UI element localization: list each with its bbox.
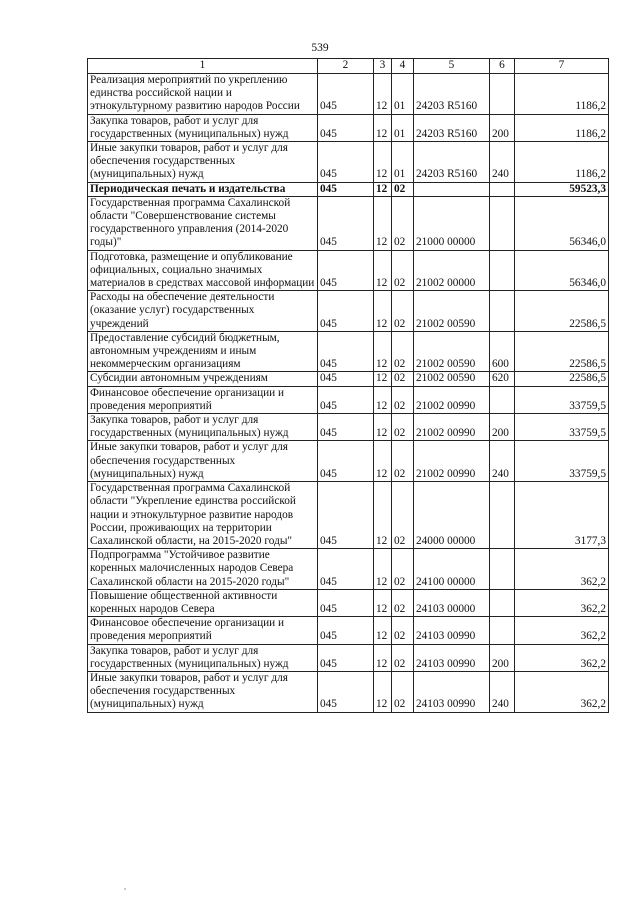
- row-section-code: 12: [374, 291, 392, 332]
- row-section-code: 12: [374, 441, 392, 482]
- row-target-article-code: 24203 R5160: [414, 142, 490, 183]
- row-amount: 362,2: [515, 671, 609, 712]
- table-row: [88, 617, 609, 644]
- row-section-code: 12: [374, 414, 392, 441]
- row-expense-type-code: [490, 182, 515, 196]
- budget-table: [87, 58, 609, 713]
- row-amount: 362,2: [515, 617, 609, 644]
- row-section-code: 12: [374, 482, 392, 549]
- table-row: [88, 549, 609, 590]
- row-target-article-code: 21002 00990: [414, 414, 490, 441]
- column-header-3: 3: [374, 59, 392, 74]
- row-amount: 1186,2: [515, 74, 609, 115]
- row-expense-type-code: [490, 386, 515, 413]
- row-target-article-code: 24103 00990: [414, 617, 490, 644]
- row-name: Реализация мероприятий по укреплению единства российской нации и этнокультурному развитию народов России: [88, 74, 318, 115]
- table-row: [88, 589, 609, 616]
- row-name: Закупка товаров, работ и услуг для государственных (муниципальных) нужд: [88, 414, 318, 441]
- row-target-article-code: 24103 00990: [414, 644, 490, 671]
- row-target-article-code: 24103 00990: [414, 671, 490, 712]
- row-expense-type-code: 240: [490, 671, 515, 712]
- row-section-code: 12: [374, 250, 392, 291]
- row-amount: 362,2: [515, 549, 609, 590]
- row-subsection-code: 02: [392, 386, 414, 413]
- row-expense-type-code: 200: [490, 114, 515, 141]
- row-subsection-code: 02: [392, 441, 414, 482]
- row-section-code: 12: [374, 549, 392, 590]
- row-name: Закупка товаров, работ и услуг для государственных (муниципальных) нужд: [88, 114, 318, 141]
- row-name: Иные закупки товаров, работ и услуг для обеспечения государственных (муниципальных) нужд: [88, 142, 318, 183]
- table-row: [88, 331, 609, 372]
- row-section-code: 12: [374, 114, 392, 141]
- table-row: [88, 414, 609, 441]
- row-grbs-code: 045: [318, 414, 374, 441]
- row-section-code: 12: [374, 372, 392, 386]
- row-subsection-code: 01: [392, 142, 414, 183]
- row-subsection-code: 02: [392, 291, 414, 332]
- row-target-article-code: [414, 182, 490, 196]
- row-grbs-code: 045: [318, 142, 374, 183]
- row-grbs-code: 045: [318, 331, 374, 372]
- row-grbs-code: 045: [318, 196, 374, 250]
- table-row: [88, 671, 609, 712]
- column-header-7: 7: [515, 59, 609, 74]
- table-row: [88, 482, 609, 549]
- row-grbs-code: 045: [318, 114, 374, 141]
- row-subsection-code: 02: [392, 250, 414, 291]
- row-grbs-code: 045: [318, 644, 374, 671]
- row-amount: 1186,2: [515, 114, 609, 141]
- row-expense-type-code: 600: [490, 331, 515, 372]
- row-expense-type-code: 200: [490, 414, 515, 441]
- row-amount: 33759,5: [515, 414, 609, 441]
- row-name: Подпрограмма "Устойчивое развитие коренных малочисленных народов Севера Сахалинской области на 2015-2020 годы": [88, 549, 318, 590]
- row-amount: 33759,5: [515, 386, 609, 413]
- row-subsection-code: 02: [392, 617, 414, 644]
- row-grbs-code: 045: [318, 482, 374, 549]
- table-row: [88, 114, 609, 141]
- row-name: Государственная программа Сахалинской области "Укрепление единства российской нации и этнокультурное развитие народов России, проживающих на территории Сахалинской области, на 2015-2020 годы": [88, 482, 318, 549]
- table-row: [88, 182, 609, 196]
- table-row: [88, 196, 609, 250]
- row-section-code: 12: [374, 182, 392, 196]
- table-row: [88, 291, 609, 332]
- row-name: Расходы на обеспечение деятельности (оказание услуг) государственных учреждений: [88, 291, 318, 332]
- column-header-2: 2: [318, 59, 374, 74]
- row-target-article-code: 21002 00590: [414, 291, 490, 332]
- row-grbs-code: 045: [318, 250, 374, 291]
- row-section-code: 12: [374, 617, 392, 644]
- row-amount: 56346,0: [515, 196, 609, 250]
- row-amount: 56346,0: [515, 250, 609, 291]
- row-name: Иные закупки товаров, работ и услуг для обеспечения государственных (муниципальных) нужд: [88, 671, 318, 712]
- table-body: [88, 74, 609, 713]
- row-target-article-code: 24103 00000: [414, 589, 490, 616]
- row-target-article-code: 21002 00990: [414, 386, 490, 413]
- table-row: [88, 441, 609, 482]
- row-amount: 362,2: [515, 589, 609, 616]
- row-amount: 3177,3: [515, 482, 609, 549]
- row-expense-type-code: [490, 617, 515, 644]
- row-subsection-code: 01: [392, 74, 414, 115]
- row-section-code: 12: [374, 331, 392, 372]
- row-name: Закупка товаров, работ и услуг для государственных (муниципальных) нужд: [88, 644, 318, 671]
- table-row: [88, 142, 609, 183]
- row-amount: 1186,2: [515, 142, 609, 183]
- row-grbs-code: 045: [318, 386, 374, 413]
- row-subsection-code: 02: [392, 331, 414, 372]
- row-expense-type-code: [490, 291, 515, 332]
- row-subsection-code: 02: [392, 372, 414, 386]
- column-header-4: 4: [392, 59, 414, 74]
- table-row: [88, 644, 609, 671]
- row-grbs-code: 045: [318, 372, 374, 386]
- row-grbs-code: 045: [318, 671, 374, 712]
- row-grbs-code: 045: [318, 291, 374, 332]
- row-grbs-code: 045: [318, 589, 374, 616]
- table-row: [88, 74, 609, 115]
- row-name: Повышение общественной активности коренных народов Севера: [88, 589, 318, 616]
- table-row: [88, 372, 609, 386]
- row-subsection-code: 02: [392, 549, 414, 590]
- row-grbs-code: 045: [318, 182, 374, 196]
- row-target-article-code: 21002 00590: [414, 372, 490, 386]
- row-target-article-code: 24203 R5160: [414, 74, 490, 115]
- column-header-1: 1: [88, 59, 318, 74]
- row-amount: 33759,5: [515, 441, 609, 482]
- page-number: 539: [311, 42, 329, 54]
- row-subsection-code: 02: [392, 482, 414, 549]
- row-target-article-code: 24000 00000: [414, 482, 490, 549]
- row-expense-type-code: 620: [490, 372, 515, 386]
- column-number-row: [88, 59, 609, 74]
- row-expense-type-code: [490, 74, 515, 115]
- table-row: [88, 386, 609, 413]
- row-section-code: 12: [374, 386, 392, 413]
- row-grbs-code: 045: [318, 74, 374, 115]
- row-amount: 22586,5: [515, 291, 609, 332]
- row-section-code: 12: [374, 589, 392, 616]
- row-target-article-code: 21002 00590: [414, 331, 490, 372]
- row-name: Иные закупки товаров, работ и услуг для обеспечения государственных (муниципальных) нужд: [88, 441, 318, 482]
- row-expense-type-code: 200: [490, 644, 515, 671]
- row-expense-type-code: [490, 196, 515, 250]
- row-name: Финансовое обеспечение организации и проведения мероприятий: [88, 386, 318, 413]
- row-amount: 59523,3: [515, 182, 609, 196]
- row-expense-type-code: 240: [490, 441, 515, 482]
- row-grbs-code: 045: [318, 617, 374, 644]
- column-header-5: 5: [414, 59, 490, 74]
- row-section-code: 12: [374, 74, 392, 115]
- row-subsection-code: 02: [392, 182, 414, 196]
- row-amount: 362,2: [515, 644, 609, 671]
- row-name: Субсидии автономным учреждениям: [88, 372, 318, 386]
- row-target-article-code: 21002 00990: [414, 441, 490, 482]
- row-expense-type-code: [490, 250, 515, 291]
- row-name: Периодическая печать и издательства: [88, 182, 318, 196]
- row-section-code: 12: [374, 644, 392, 671]
- row-subsection-code: 02: [392, 414, 414, 441]
- row-name: Государственная программа Сахалинской области "Совершенствование системы государственного управления (2014-2020 годы)": [88, 196, 318, 250]
- row-target-article-code: 24100 00000: [414, 549, 490, 590]
- row-amount: 22586,5: [515, 372, 609, 386]
- row-grbs-code: 045: [318, 441, 374, 482]
- row-grbs-code: 045: [318, 549, 374, 590]
- row-subsection-code: 01: [392, 114, 414, 141]
- row-subsection-code: 02: [392, 589, 414, 616]
- row-subsection-code: 02: [392, 671, 414, 712]
- row-section-code: 12: [374, 671, 392, 712]
- row-expense-type-code: [490, 482, 515, 549]
- row-target-article-code: 21000 00000: [414, 196, 490, 250]
- scan-speck: [124, 888, 126, 890]
- row-expense-type-code: 240: [490, 142, 515, 183]
- row-name: Подготовка, размещение и опубликование официальных, социально значимых материалов в средствах массовой информации: [88, 250, 318, 291]
- row-expense-type-code: [490, 589, 515, 616]
- column-header-6: 6: [490, 59, 515, 74]
- row-section-code: 12: [374, 196, 392, 250]
- row-expense-type-code: [490, 549, 515, 590]
- row-amount: 22586,5: [515, 331, 609, 372]
- row-section-code: 12: [374, 142, 392, 183]
- row-subsection-code: 02: [392, 644, 414, 671]
- row-name: Предоставление субсидий бюджетным, автономным учреждениям и иным некоммерческим организациям: [88, 331, 318, 372]
- row-target-article-code: 24203 R5160: [414, 114, 490, 141]
- table-row: [88, 250, 609, 291]
- row-target-article-code: 21002 00000: [414, 250, 490, 291]
- row-name: Финансовое обеспечение организации и проведения мероприятий: [88, 617, 318, 644]
- row-subsection-code: 02: [392, 196, 414, 250]
